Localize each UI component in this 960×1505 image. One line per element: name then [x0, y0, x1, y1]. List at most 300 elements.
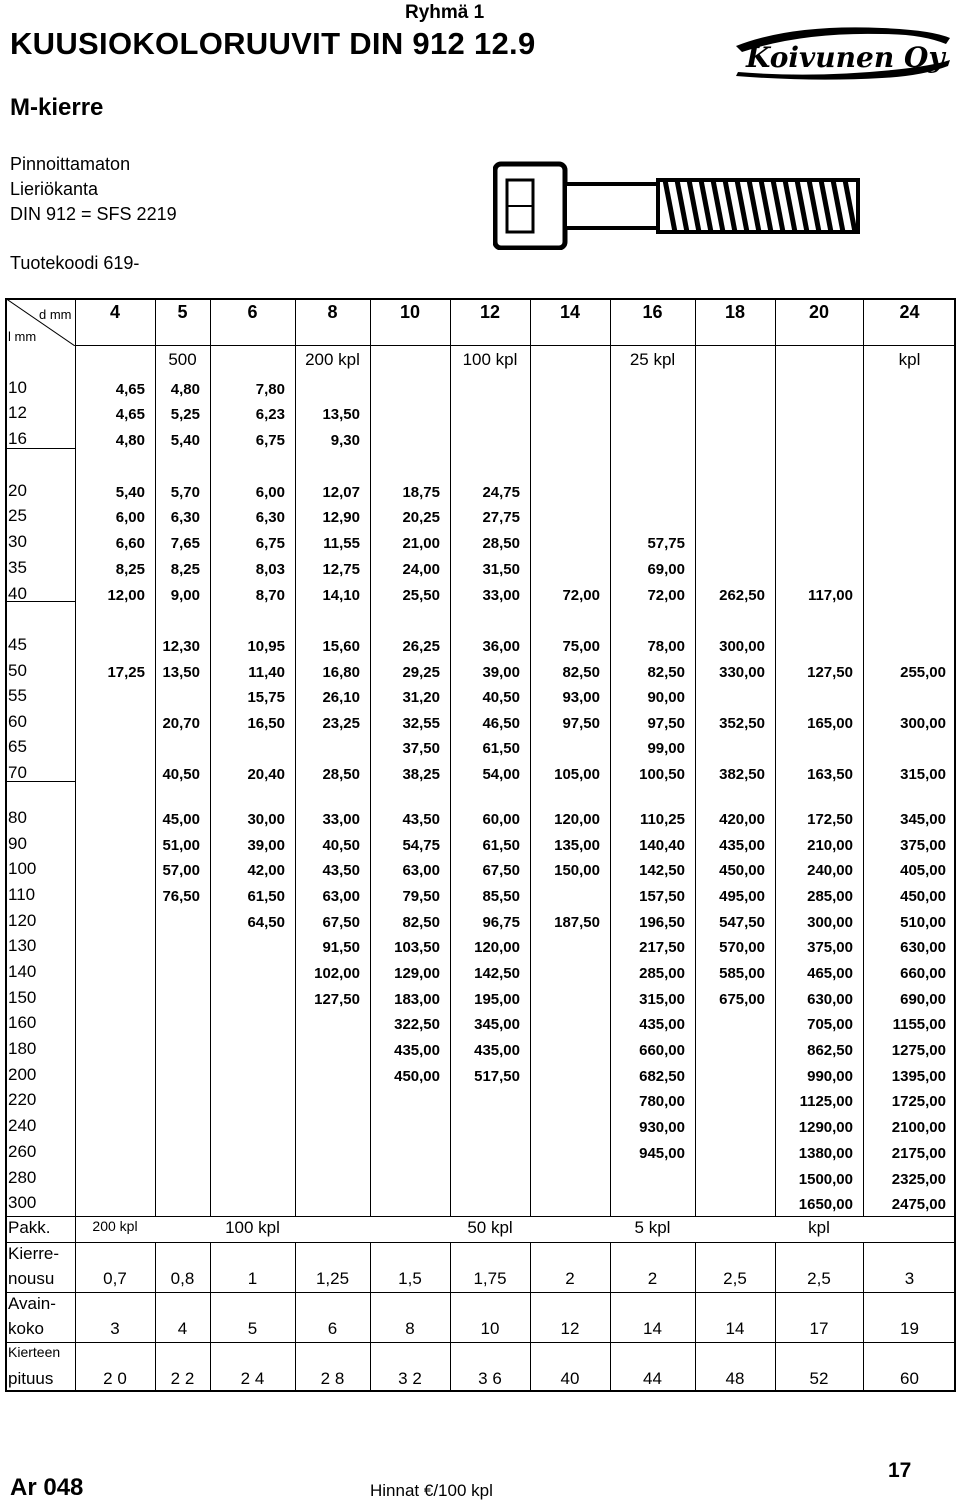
thread-pitch-value: 1 [247, 1269, 258, 1288]
price-cell: 11,55 [323, 535, 360, 552]
page-subtitle: M-kierre [10, 94, 104, 121]
length-label: 30 [8, 532, 27, 551]
length-label: 240 [8, 1116, 37, 1135]
thread-length-value: 52 [809, 1369, 829, 1388]
key-size-value: 19 [900, 1319, 919, 1338]
price-cell: 2475,00 [891, 1196, 946, 1213]
article-code: Ar 048 [10, 1474, 84, 1501]
price-cell: 375,00 [900, 837, 946, 854]
thread-length-value: 2 8 [320, 1369, 345, 1388]
price-cell: 2325,00 [891, 1171, 946, 1188]
price-cell: 330,00 [719, 664, 765, 681]
price-cell: 18,75 [402, 484, 440, 501]
price-cell: 28,50 [322, 766, 360, 783]
price-cell: 15,75 [247, 689, 285, 706]
price-cell: 97,50 [562, 715, 600, 732]
price-cell: 5,25 [170, 406, 200, 423]
price-cell: 20,70 [162, 715, 200, 732]
price-cell: 300,00 [719, 638, 765, 655]
length-label: 300 [8, 1193, 37, 1212]
key-size-label-1: Avain- [8, 1294, 56, 1313]
pakk-label: Pakk. [8, 1218, 51, 1237]
price-cell: 12,30 [162, 638, 200, 655]
price-cell: 6,30 [170, 509, 200, 526]
thread-length-value: 3 2 [398, 1369, 422, 1388]
thread-pitch-value: 1,75 [473, 1269, 507, 1288]
price-cell: 103,50 [394, 939, 440, 956]
key-size-value: 4 [177, 1319, 188, 1338]
price-cell: 450,00 [719, 862, 765, 879]
price-cell: 33,00 [482, 587, 520, 604]
price-cell: 142,50 [474, 965, 520, 982]
length-label: 110 [8, 885, 36, 904]
price-cell: 127,50 [807, 664, 853, 681]
price-cell: 585,00 [719, 965, 765, 982]
price-cell: 405,00 [900, 862, 946, 879]
price-cell: 322,50 [394, 1016, 440, 1033]
table-rule [5, 1390, 956, 1392]
key-size-value: 14 [643, 1319, 662, 1338]
price-cell: 6,75 [255, 535, 285, 552]
price-cell: 187,50 [554, 914, 600, 931]
price-cell: 15,60 [322, 638, 360, 655]
price-cell: 6,00 [255, 484, 285, 501]
price-cell: 435,00 [394, 1042, 440, 1059]
price-cell: 345,00 [474, 1016, 520, 1033]
price-cell: 210,00 [807, 837, 853, 854]
page-number: 17 [888, 1459, 912, 1482]
price-cell: 1650,00 [798, 1196, 853, 1213]
price-cell: 40,50 [162, 766, 200, 783]
price-cell: 1380,00 [798, 1145, 853, 1162]
price-cell: 495,00 [719, 888, 765, 905]
diameter-header: 20 [808, 302, 830, 322]
price-cell: 165,00 [807, 715, 853, 732]
bolt-drawing-icon [493, 158, 873, 250]
price-cell: 630,00 [900, 939, 946, 956]
price-cell: 9,00 [170, 587, 200, 604]
price-cell: 97,50 [647, 715, 685, 732]
table-rule [5, 298, 7, 1392]
price-cell: 262,50 [719, 587, 765, 604]
length-label: 70 [8, 763, 27, 782]
price-cell: 12,00 [107, 587, 145, 604]
thread-length-value: 60 [900, 1369, 919, 1388]
price-cell: 8,25 [115, 561, 145, 578]
price-cell: 2175,00 [891, 1145, 946, 1162]
thread-length-value: 2 4 [240, 1369, 265, 1388]
price-cell: 61,50 [247, 888, 285, 905]
price-cell: 13,50 [162, 664, 200, 681]
price-cell: 435,00 [639, 1016, 685, 1033]
price-cell: 72,00 [647, 587, 685, 604]
price-cell: 150,00 [554, 862, 600, 879]
thread-pitch-value: 2 [647, 1269, 658, 1288]
price-cell: 352,50 [719, 715, 765, 732]
diameter-header: 4 [109, 302, 120, 322]
price-cell: 1125,00 [799, 1093, 853, 1110]
price-cell: 382,50 [719, 766, 765, 783]
price-cell: 82,50 [402, 914, 440, 931]
price-cell: 32,55 [402, 715, 440, 732]
pakk-size: kpl [808, 1218, 830, 1237]
price-cell: 142,50 [639, 862, 685, 879]
price-cell: 465,00 [807, 965, 853, 982]
price-cell: 8,03 [255, 561, 285, 578]
length-label: 12 [8, 403, 27, 422]
price-cell: 24,00 [402, 561, 440, 578]
pack-size-header: 500 [168, 350, 197, 369]
length-label: 65 [8, 737, 27, 756]
diameter-header: 14 [559, 302, 581, 322]
price-cell: 63,00 [322, 888, 360, 905]
price-cell: 37,50 [402, 740, 440, 757]
price-cell: 31,20 [402, 689, 440, 706]
info-coating: Pinnoittamaton [10, 154, 131, 174]
length-label: 80 [8, 808, 27, 827]
length-label: 45 [8, 635, 27, 654]
price-cell: 195,00 [474, 991, 520, 1008]
table-rule [530, 298, 531, 1216]
price-cell: 435,00 [474, 1042, 520, 1059]
price-cell: 435,00 [719, 837, 765, 854]
length-label: 130 [8, 936, 37, 955]
price-cell: 57,00 [162, 862, 200, 879]
price-cell: 5,40 [170, 432, 200, 449]
diameter-header: 10 [399, 302, 421, 322]
key-size-value: 14 [725, 1319, 745, 1338]
price-cell: 24,75 [482, 484, 520, 501]
price-cell: 100,50 [639, 766, 685, 783]
price-cell: 102,00 [314, 965, 360, 982]
price-cell: 300,00 [900, 715, 946, 732]
length-label: 220 [8, 1090, 37, 1109]
price-cell: 69,00 [647, 561, 685, 578]
price-cell: 16,80 [322, 664, 360, 681]
price-cell: 7,80 [255, 381, 285, 398]
price-cell: 135,00 [554, 837, 600, 854]
price-cell: 99,00 [647, 740, 685, 757]
price-cell: 4,65 [115, 381, 145, 398]
diameter-header: 12 [479, 302, 501, 322]
price-cell: 1275,00 [891, 1042, 946, 1059]
diameter-header: 16 [642, 302, 663, 322]
table-rule [695, 298, 696, 1216]
price-cell: 64,50 [247, 914, 285, 931]
price-cell: 82,50 [562, 664, 600, 681]
price-cell: 285,00 [639, 965, 685, 982]
key-size-label-2: koko [8, 1319, 44, 1338]
pack-size-header: 200 kpl [305, 350, 360, 369]
length-label: 16 [8, 429, 27, 448]
price-cell: 240,00 [807, 862, 853, 879]
price-cell: 54,00 [482, 766, 520, 783]
price-cell: 862,50 [807, 1042, 853, 1059]
corner-d-label: d mm [39, 307, 72, 322]
price-cell: 10,95 [247, 638, 285, 655]
table-rule [75, 345, 956, 346]
diameter-header: 5 [177, 302, 188, 322]
price-cell: 1725,00 [891, 1093, 946, 1110]
table-rule [5, 1342, 956, 1343]
price-cell: 120,00 [554, 811, 600, 828]
length-label: 180 [8, 1039, 37, 1058]
price-cell: 375,00 [807, 939, 853, 956]
price-cell: 91,50 [322, 939, 360, 956]
price-cell: 78,00 [647, 638, 685, 655]
price-cell: 285,00 [807, 888, 853, 905]
length-label: 140 [8, 962, 37, 981]
pack-size-header: 25 kpl [629, 350, 676, 369]
company-logo [732, 20, 954, 82]
key-size-value: 8 [405, 1319, 415, 1338]
length-label: 25 [8, 506, 27, 525]
price-note: Hinnat €/100 kpl [370, 1481, 493, 1500]
length-label: 260 [8, 1142, 37, 1161]
price-cell: 300,00 [807, 914, 853, 931]
price-cell: 5,70 [170, 484, 200, 501]
pakk-size: 50 kpl [467, 1218, 513, 1237]
price-cell: 6,75 [255, 432, 285, 449]
length-label: 40 [8, 584, 27, 603]
price-cell: 315,00 [639, 991, 685, 1008]
price-cell: 1395,00 [891, 1068, 946, 1085]
price-cell: 157,50 [639, 888, 685, 905]
price-cell: 38,25 [402, 766, 440, 783]
price-cell: 54,75 [402, 837, 440, 854]
price-cell: 1155,00 [892, 1016, 946, 1033]
price-cell: 20,40 [247, 766, 285, 783]
thread-length-value: 2 2 [170, 1369, 195, 1388]
price-cell: 29,25 [402, 664, 440, 681]
price-table [5, 298, 956, 1392]
price-cell: 105,00 [554, 766, 600, 783]
key-size-value: 6 [327, 1319, 338, 1338]
thread-length-value: 3 6 [478, 1369, 502, 1388]
price-cell: 39,00 [247, 837, 285, 854]
price-cell: 40,50 [322, 837, 360, 854]
price-cell: 6,30 [255, 509, 285, 526]
key-size-value: 10 [480, 1319, 500, 1338]
price-cell: 930,00 [639, 1119, 685, 1136]
table-rule [5, 298, 956, 300]
thread-length-value: 2 0 [103, 1369, 127, 1388]
length-label: 35 [8, 558, 27, 577]
price-cell: 13,50 [322, 406, 360, 423]
price-cell: 690,00 [900, 991, 946, 1008]
thread-length-value: 48 [725, 1369, 745, 1388]
price-cell: 217,50 [639, 939, 685, 956]
price-cell: 450,00 [394, 1068, 440, 1085]
price-cell: 16,50 [247, 715, 285, 732]
price-cell: 72,00 [562, 587, 600, 604]
thread-pitch-label-2: nousu [8, 1269, 55, 1288]
price-cell: 8,70 [255, 587, 285, 604]
price-cell: 96,75 [482, 914, 520, 931]
price-cell: 2100,00 [891, 1119, 946, 1136]
price-cell: 255,00 [900, 664, 946, 681]
price-cell: 67,50 [322, 914, 360, 931]
price-cell: 67,50 [482, 862, 520, 879]
price-cell: 450,00 [900, 888, 946, 905]
group-label: Ryhmä 1 [405, 2, 485, 23]
price-cell: 120,00 [474, 939, 520, 956]
price-cell: 183,00 [394, 991, 440, 1008]
price-cell: 4,80 [170, 381, 200, 398]
price-cell: 39,00 [482, 664, 520, 681]
price-cell: 43,50 [322, 862, 360, 879]
price-cell: 660,00 [639, 1042, 685, 1059]
price-cell: 6,00 [115, 509, 145, 526]
price-cell: 510,00 [900, 914, 946, 931]
price-cell: 26,25 [402, 638, 440, 655]
price-cell: 7,65 [170, 535, 200, 552]
price-cell: 12,75 [322, 561, 360, 578]
price-cell: 82,50 [647, 664, 685, 681]
price-cell: 117,00 [807, 587, 853, 604]
diameter-header: 24 [899, 302, 920, 322]
corner-l-label: l mm [8, 329, 37, 344]
length-label: 90 [8, 834, 27, 853]
price-cell: 172,50 [807, 811, 853, 828]
info-head-type: Lieriökanta [10, 179, 99, 199]
thread-pitch-value: 3 [904, 1269, 915, 1288]
price-cell: 140,40 [639, 837, 685, 854]
price-cell: 345,00 [900, 811, 946, 828]
pakk-size: 200 kpl [92, 1218, 138, 1234]
thread-pitch-value: 2,5 [723, 1269, 747, 1288]
price-cell: 570,00 [719, 939, 765, 956]
thread-pitch-label-1: Kierre- [8, 1244, 60, 1263]
price-cell: 30,00 [247, 811, 285, 828]
key-size-value: 12 [560, 1319, 580, 1338]
info-standard: DIN 912 = SFS 2219 [10, 204, 177, 224]
pakk-size: 100 kpl [225, 1218, 280, 1237]
product-code: Tuotekoodi 619- [10, 253, 140, 273]
thread-pitch-value: 1,5 [398, 1269, 422, 1288]
diameter-header: 8 [327, 302, 338, 322]
key-size-value: 3 [110, 1319, 120, 1338]
price-cell: 675,00 [719, 991, 765, 1008]
table-rule [954, 298, 956, 1392]
pack-size-header: 100 kpl [462, 350, 518, 369]
price-cell: 705,00 [807, 1016, 853, 1033]
price-cell: 127,50 [314, 991, 360, 1008]
thread-pitch-value: 2,5 [807, 1269, 831, 1288]
price-cell: 990,00 [807, 1068, 853, 1085]
price-cell: 780,00 [639, 1093, 685, 1110]
length-label: 10 [8, 378, 27, 397]
length-label: 50 [8, 661, 27, 680]
length-label: 100 [8, 859, 37, 878]
page-title: KUUSIOKOLORUUVIT DIN 912 12.9 [10, 26, 536, 61]
price-cell: 1500,00 [798, 1171, 853, 1188]
price-cell: 5,40 [115, 484, 145, 501]
thread-length-value: 44 [643, 1369, 662, 1388]
price-cell: 4,80 [115, 432, 145, 449]
thread-length-label-2: pituus [8, 1369, 54, 1388]
price-cell: 12,07 [322, 484, 360, 501]
price-cell: 420,00 [719, 811, 765, 828]
price-cell: 945,00 [639, 1145, 685, 1162]
thread-pitch-value: 0,8 [170, 1269, 195, 1288]
length-label: 160 [8, 1013, 37, 1032]
price-cell: 43,50 [402, 811, 440, 828]
length-label: 150 [8, 988, 37, 1007]
price-cell: 61,50 [482, 837, 520, 854]
price-cell: 93,00 [562, 689, 600, 706]
price-cell: 660,00 [900, 965, 946, 982]
price-cell: 42,00 [247, 862, 285, 879]
price-cell: 75,00 [562, 638, 600, 655]
table-rule [5, 1216, 956, 1217]
thread-length-label-1: Kierteen [8, 1344, 61, 1360]
price-cell: 36,00 [482, 638, 520, 655]
price-cell: 12,90 [322, 509, 360, 526]
price-cell: 14,10 [322, 587, 360, 604]
price-cell: 27,75 [482, 509, 520, 526]
length-label: 60 [8, 712, 27, 731]
price-cell: 196,50 [639, 914, 685, 931]
length-label: 55 [8, 686, 27, 705]
price-cell: 17,25 [107, 664, 145, 681]
price-cell: 4,65 [115, 406, 145, 423]
thread-length-value: 40 [560, 1369, 580, 1388]
price-cell: 60,00 [482, 811, 520, 828]
price-cell: 517,50 [474, 1068, 520, 1085]
price-cell: 547,50 [719, 914, 765, 931]
price-cell: 23,25 [322, 715, 360, 732]
price-cell: 31,50 [482, 561, 520, 578]
price-cell: 40,50 [482, 689, 520, 706]
price-cell: 46,50 [482, 715, 520, 732]
price-cell: 682,50 [639, 1068, 685, 1085]
key-size-value: 5 [247, 1319, 258, 1338]
price-cell: 129,00 [394, 965, 440, 982]
length-label: 20 [8, 481, 27, 500]
price-cell: 45,00 [162, 811, 200, 828]
price-cell: 630,00 [807, 991, 853, 1008]
price-cell: 57,75 [647, 535, 685, 552]
price-cell: 76,50 [162, 888, 200, 905]
price-cell: 28,50 [482, 535, 520, 552]
price-cell: 9,30 [330, 432, 360, 449]
price-cell: 20,25 [402, 509, 440, 526]
price-cell: 90,00 [647, 689, 685, 706]
pakk-size: 5 kpl [634, 1218, 671, 1237]
svg-text:Koivunen Oy: Koivunen Oy [746, 41, 945, 74]
price-cell: 110,25 [639, 811, 685, 828]
price-cell: 6,60 [115, 535, 145, 552]
length-label: 120 [8, 911, 37, 930]
price-cell: 21,00 [402, 535, 440, 552]
price-cell: 6,23 [255, 406, 285, 423]
table-rule [5, 1242, 956, 1243]
price-cell: 61,50 [482, 740, 520, 757]
length-label: 200 [8, 1065, 37, 1084]
price-cell: 85,50 [482, 888, 520, 905]
price-cell: 8,25 [170, 561, 200, 578]
price-cell: 11,40 [248, 664, 285, 681]
diameter-header: 6 [247, 302, 258, 322]
price-cell: 33,00 [322, 811, 360, 828]
price-cell: 51,00 [162, 837, 200, 854]
table-rule [5, 1292, 956, 1293]
key-size-value: 17 [809, 1319, 829, 1338]
diameter-header: 18 [724, 302, 746, 322]
price-cell: 163,50 [807, 766, 853, 783]
price-cell: 315,00 [900, 766, 946, 783]
